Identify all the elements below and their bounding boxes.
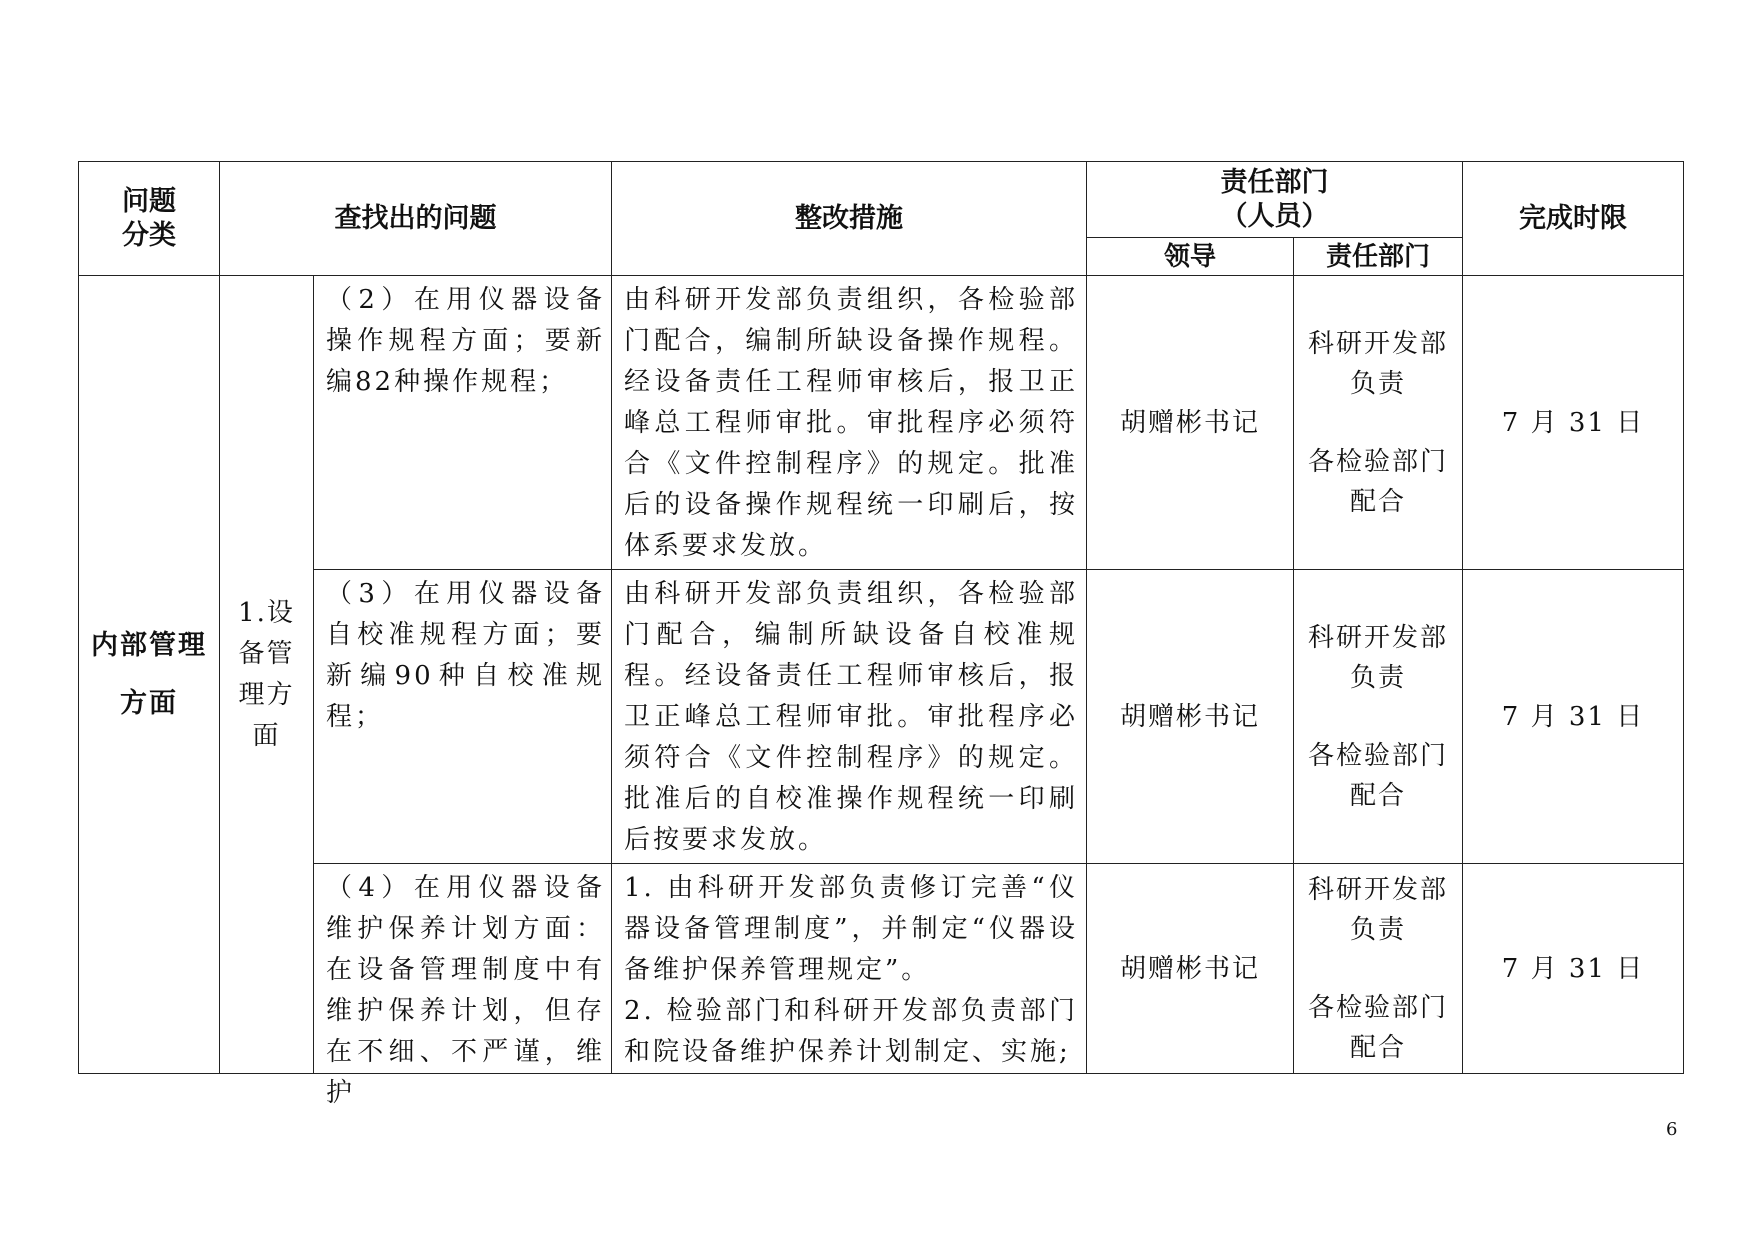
measure-cell: 1. 由科研开发部负责修订完善“仪器设备管理制度”，并制定“仪器设备维护保养管理规定”。 2. 检验部门和科研开发部负责部门和院设备维护保养计划制定、实施; — [612, 864, 1087, 1074]
measure-cell: 由科研开发部负责组织，各检验部门配合，编制所缺设备自校准规程。经设备责任工程师审核后，报卫正峰总工程师审批。审批程序必须符合《文件控制程序》的规定。批准后的自校准操作规程统一印刷后按要求发放。 — [612, 570, 1087, 864]
table-row — [79, 570, 1684, 864]
header-issues: 查找出的问题 — [220, 162, 612, 276]
deadline-cell: 7 月 31 日 — [1463, 570, 1684, 864]
leader-cell: 胡赠彬书记 — [1087, 570, 1294, 864]
table-row — [79, 276, 1684, 570]
dept-secondary: 各检验部门 配合 — [1307, 446, 1448, 517]
measure-cell: 由科研开发部负责组织，各检验部门配合，编制所缺设备操作规程。经设备责任工程师审核后，报卫正峰总工程师审批。审批程序必须符合《文件控制程序》的规定。批准后的设备操作规程统一印刷后，按体系要求发放。 — [612, 276, 1087, 570]
subcategory-cell: 1.设 备管 理方 面 — [220, 276, 314, 1074]
header-department: 责任部门 — [1294, 238, 1463, 276]
dept-secondary: 各检验部门 配合 — [1307, 992, 1448, 1063]
dept-secondary: 各检验部门 配合 — [1307, 740, 1448, 811]
rectification-table — [78, 161, 1684, 1108]
header-measures: 整改措施 — [612, 162, 1087, 276]
table-row — [79, 864, 1684, 1074]
department-cell — [1294, 864, 1463, 1074]
issue-cell: （2）在用仪器设备操作规程方面；要新编82种操作规程； — [314, 276, 612, 570]
deadline-cell: 7 月 31 日 — [1463, 864, 1684, 1074]
header-leader: 领导 — [1087, 238, 1294, 276]
dept-primary: 科研开发部 负责 — [1307, 622, 1448, 693]
dept-primary: 科研开发部 负责 — [1307, 874, 1448, 945]
page-number: 6 — [1666, 1119, 1678, 1140]
leader-cell: 胡赠彬书记 — [1087, 276, 1294, 570]
header-category: 问题 分类 — [79, 162, 220, 276]
dept-primary: 科研开发部 负责 — [1307, 328, 1448, 399]
deadline-cell: 7 月 31 日 — [1463, 276, 1684, 570]
header-deadline: 完成时限 — [1463, 162, 1684, 276]
issue-cell: （3）在用仪器设备自校准规程方面；要新编90种自校准规程； — [314, 570, 612, 864]
leader-cell: 胡赠彬书记 — [1087, 864, 1294, 1074]
department-cell — [1294, 570, 1463, 864]
issue-cell: （4）在用仪器设备维护保养计划方面：在设备管理制度中有维护保养计划，但存在不细、不严谨，维护 — [314, 864, 612, 1074]
category-cell: 内部管理 方面 — [79, 276, 220, 1074]
department-cell — [1294, 276, 1463, 570]
header-responsibility: 责任部门 （人员） — [1087, 162, 1463, 238]
